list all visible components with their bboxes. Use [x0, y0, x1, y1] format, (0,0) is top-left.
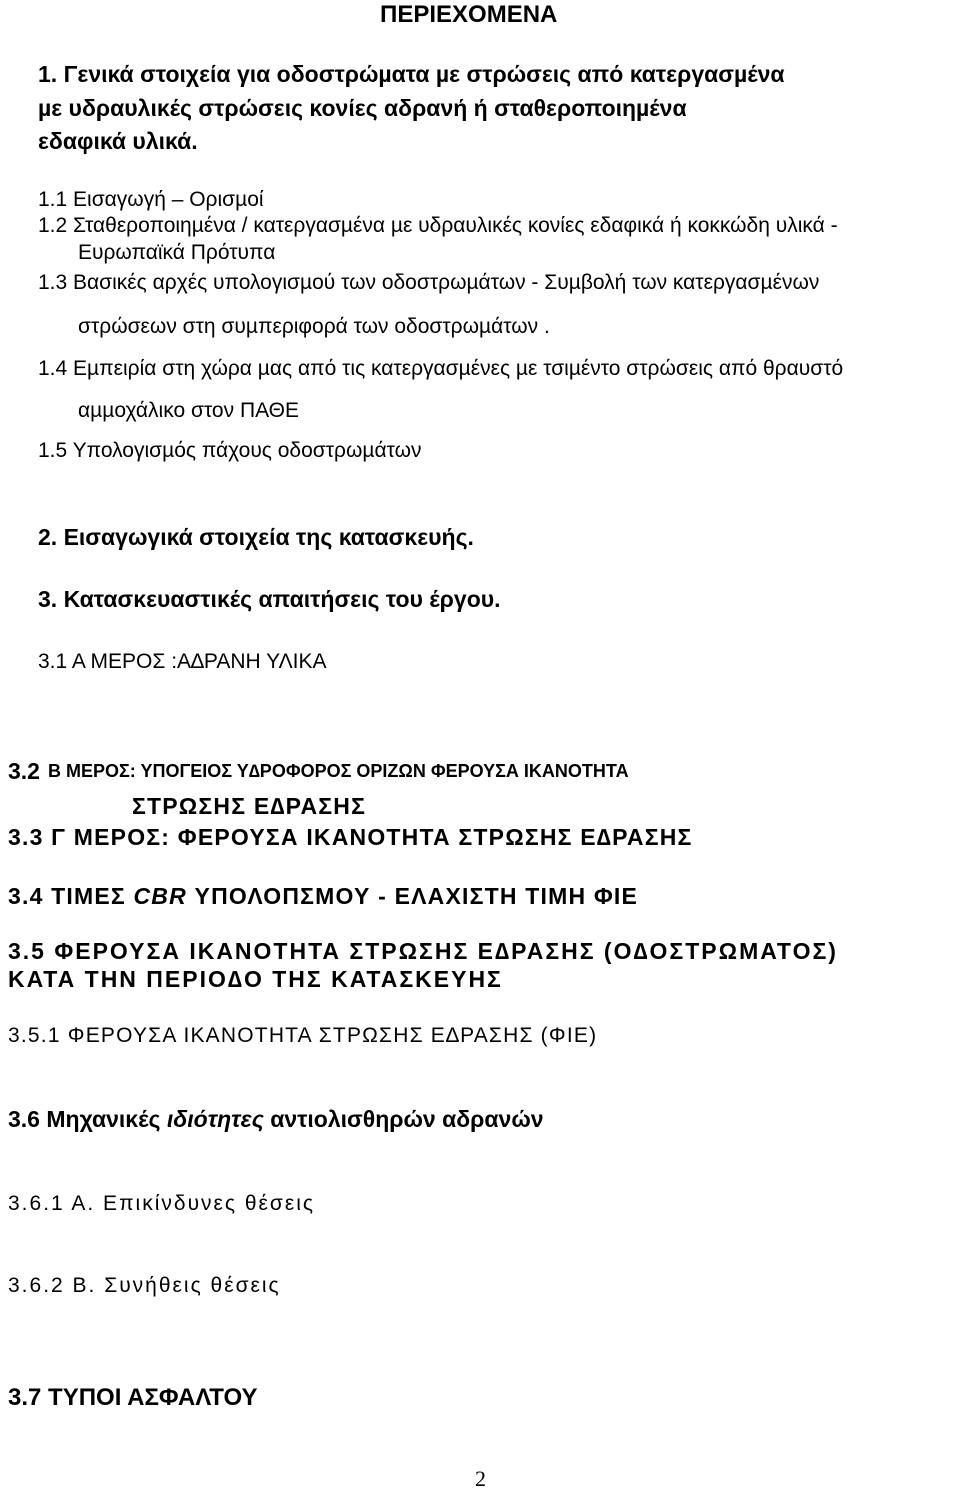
toc-item-3-6-prefix: 3.6 Μηχανικές: [8, 1106, 167, 1132]
toc-item-1-3-line-2: στρώσεων στη συµπεριφορά των οδοστρωµάτων .: [78, 315, 550, 338]
page-title: ΠΕΡΙΕΧΟΜΕΝΑ: [380, 1, 558, 28]
toc-item-3-4: [8, 885, 638, 908]
page-number: 2: [475, 1466, 486, 1491]
toc-item-1-2-line-2: Ευρωπαϊκά Πρότυπα: [78, 241, 276, 264]
section-3-heading: 3. Κατασκευαστικές απαιτήσεις του έργου.: [38, 586, 501, 612]
toc-item-3-7: 3.7 ΤΥΠΟΙ ΑΣΦΑΛΤΟΥ: [8, 1384, 258, 1411]
toc-item-3-4-prefix: 3.4 ΤΙΜΕΣ: [8, 883, 134, 909]
section-1-heading-line-2: µε υδραυλικές στρώσεις κονίες αδρανή ή σταθεροποιηµένα: [38, 95, 687, 121]
toc-item-3-2-number: 3.2: [8, 758, 40, 784]
toc-item-1-5: 1.5 Υπολογισµός πάχους οδοστρωµάτων: [38, 439, 422, 462]
toc-item-3-5-1: 3.5.1 ΦΕΡΟΥΣΑ ΙΚΑΝΟΤΗΤΑ ΣΤΡΩΣΗΣ Ε∆ΡΑΣΗΣ (ΦΙΕ): [8, 1024, 598, 1047]
toc-item-3-6-1: 3.6.1 Α. Επικίνδυνες θέσεις: [8, 1192, 316, 1215]
toc-item-3-6-italic: ιδιότητες: [166, 1106, 264, 1132]
section-2-heading: 2. Εισαγωγικά στοιχεία της κατασκευής.: [38, 524, 474, 550]
section-1-heading-line-1: 1. Γενικά στοιχεία για οδοστρώµατα µε στρώσεις από κατεργασµένα: [38, 61, 785, 87]
toc-item-3-5-line-1: 3.5 ΦΕΡΟΥΣΑ ΙΚΑΝΟΤΗΤΑ ΣΤΡΩΣΗΣ Ε∆ΡΑΣΗΣ (Ο∆ΟΣΤΡΩΜΑΤΟΣ): [8, 938, 838, 964]
toc-item-3-2-line-1: Β ΜΕΡΟΣ: ΥΠΟΓΕΙΟΣ Υ∆ΡΟΦΟΡΟΣ ΟΡΙΖΩΝ ΦΕΡΟΥΣΑ ΙΚΑΝΟΤΗΤΑ: [48, 761, 629, 781]
toc-item-1-2-line-1: 1.2 Σταθεροποιηµένα / κατεργασµένα µε υδραυλικές κονίες εδαφικά ή κοκκώδη υλικά -: [38, 214, 838, 237]
toc-item-3-2-line-2: ΣΤΡΩΣΗΣ Ε∆ΡΑΣΗΣ: [132, 793, 367, 819]
toc-item-3-4-cbr: CBR: [133, 883, 187, 909]
toc-item-1-3-line-1: 1.3 Βασικές αρχές υπολογισµού των οδοστρωµάτων - Συµβολή των κατεργασµένων: [38, 271, 820, 294]
toc-item-3-6: [8, 1108, 544, 1131]
toc-item-1-4-line-1: 1.4 Εµπειρία στη χώρα µας από τις κατεργασµένες µε τσιµέντο στρώσεις από θραυστό: [38, 357, 844, 380]
toc-item-3-1: 3.1 Α ΜΕΡΟΣ :Α∆ΡΑΝΗ ΥΛΙΚΑ: [38, 650, 327, 673]
toc-item-3-5-line-2: ΚΑΤΑ ΤΗΝ ΠΕΡΙΟ∆Ο ΤΗΣ ΚΑΤΑΣΚΕΥΗΣ: [8, 966, 503, 992]
toc-item-3-6-2: 3.6.2 Β. Συνήθεις θέσεις: [8, 1274, 281, 1297]
toc-item-3-3: 3.3 Γ ΜΕΡΟΣ: ΦΕΡΟΥΣΑ ΙΚΑΝΟΤΗΤΑ ΣΤΡΩΣΗΣ Ε∆ΡΑΣΗΣ: [8, 824, 693, 850]
toc-item-3-4-suffix: ΥΠΟΛΟΠΣΜΟΥ - ΕΛΑΧΙΣΤΗ ΤΙΜΗ ΦΙΕ: [186, 883, 639, 909]
toc-item-1-1: 1.1 Εισαγωγή – Ορισµοί: [38, 188, 264, 211]
section-1-heading-line-3: εδαφικά υλικά.: [38, 128, 198, 154]
toc-item-1-4-line-2: αµµοχάλικο στον ΠΑΘΕ: [78, 399, 300, 422]
toc-item-3-6-suffix: αντιολισθηρών αδρανών: [263, 1106, 544, 1132]
